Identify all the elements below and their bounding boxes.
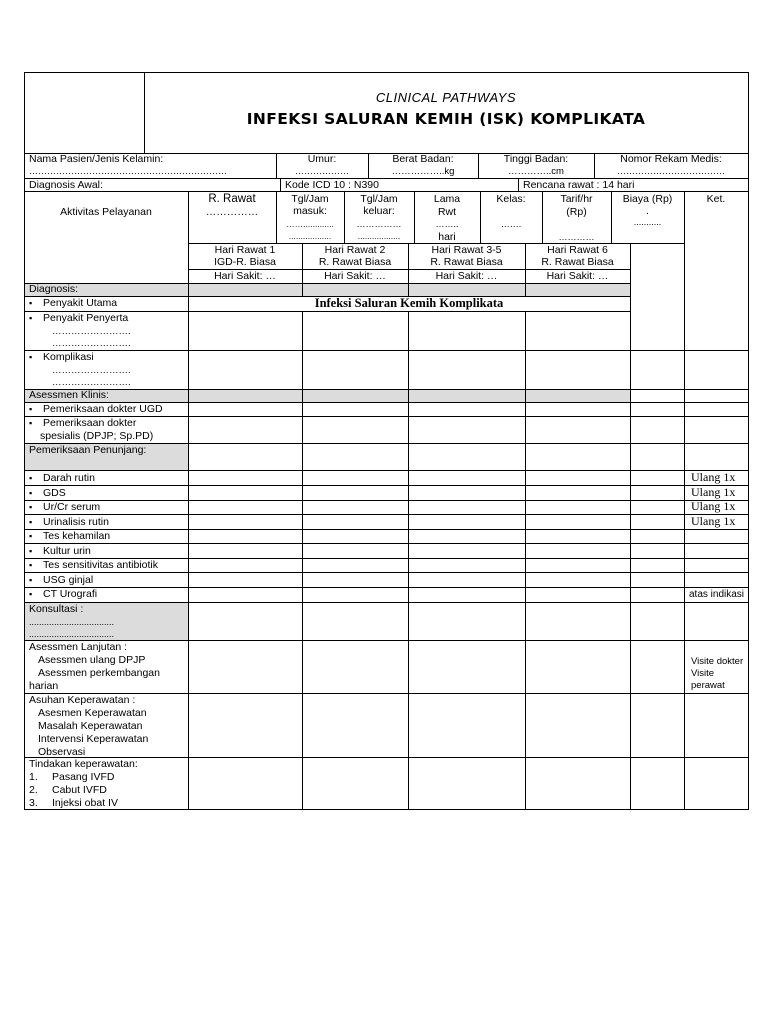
discharge-time-field-2[interactable]: .................. xyxy=(357,231,401,241)
stay-length-label-2: Rwt xyxy=(437,206,457,218)
height-label: Tinggi Badan: xyxy=(503,153,569,165)
comorbidity-label: Penyakit Penyerta xyxy=(43,312,129,324)
day-1-title: Hari Rawat 1 xyxy=(214,244,276,256)
lab-row-kehamilan xyxy=(29,530,110,543)
bullet-icon xyxy=(29,403,43,415)
visit-label: Visite xyxy=(691,668,715,679)
cost-field[interactable]: ........... xyxy=(633,217,662,227)
day-4-title: Hari Rawat 6 xyxy=(547,244,608,256)
height-field[interactable]: …………..cm xyxy=(508,166,564,177)
lab-name: Tes kehamilan xyxy=(43,530,111,542)
followup-progress: Asessmen perkembangan xyxy=(38,667,160,679)
bullet-icon xyxy=(29,472,43,484)
nursing-action-text: Pasang IVFD xyxy=(52,771,115,783)
lab-name: Ur/Cr serum xyxy=(43,501,101,513)
nursing-action-item xyxy=(29,797,118,810)
nursing-assessment: Asesmen Keperawatan xyxy=(38,707,147,719)
nursing-intervention: Intervensi Keperawatan xyxy=(38,733,149,745)
patient-name-label: Nama Pasien/Jenis Kelamin: xyxy=(29,153,164,165)
followup-dpjp: Asessmen ulang DPJP xyxy=(38,654,146,666)
initial-diagnosis-label: Diagnosis Awal: xyxy=(29,179,103,191)
rate-label-1: Tarif/hr xyxy=(560,193,593,205)
lab-name: CT Urografi xyxy=(43,588,98,600)
nursing-action-item xyxy=(29,771,114,784)
icd-code: Kode ICD 10 : N390 xyxy=(285,179,379,191)
room-label: R. Rawat xyxy=(208,193,256,205)
bullet-icon xyxy=(29,588,43,600)
comorbidity-field-1[interactable]: ……………………. xyxy=(52,326,131,337)
day-4-sick-day: Hari Sakit: … xyxy=(546,270,609,282)
specialist-exam-row xyxy=(29,417,136,430)
lab-name: Urinalisis rutin xyxy=(43,516,109,528)
followup-daily: harian xyxy=(29,680,59,692)
day-2-room: R. Rawat Biasa xyxy=(318,256,392,268)
nursing-problem: Masalah Keperawatan xyxy=(38,720,143,732)
day-3-sick-day: Hari Sakit: … xyxy=(435,270,498,282)
patient-name-field[interactable]: ………………………………………………………… xyxy=(29,166,227,176)
lab-name: GDS xyxy=(43,487,66,499)
followup-assessment-label: Asessmen Lanjutan : xyxy=(29,641,128,653)
bullet-icon xyxy=(29,530,43,542)
medical-record-field[interactable]: ……………………………… xyxy=(617,166,725,176)
complication-field-1[interactable]: ……………………. xyxy=(52,365,131,376)
admit-time-label-2: masuk: xyxy=(293,205,327,217)
nursing-observation: Observasi xyxy=(38,746,86,758)
lab-note: Ulang 1x xyxy=(691,485,736,499)
bullet-icon xyxy=(29,351,43,363)
stay-length-label-1: Lama xyxy=(433,193,461,205)
consultation-field-2[interactable]: .................................. xyxy=(29,629,115,639)
complication-row xyxy=(29,351,94,364)
bullet-icon xyxy=(29,516,43,528)
day-3-room: R. Rawat Biasa xyxy=(430,256,503,268)
complication-label: Komplikasi xyxy=(43,351,94,363)
nursing-action-number: 1. xyxy=(29,771,38,783)
visit-nurse-note: perawat xyxy=(691,680,725,691)
room-field[interactable]: …………… xyxy=(205,206,259,218)
lab-name: Tes sensitivitas antibiotik xyxy=(43,559,158,571)
lab-name: Kultur urin xyxy=(43,545,91,557)
cost-dot: . xyxy=(646,205,649,217)
ugd-exam-row xyxy=(29,403,163,416)
lab-row-ct xyxy=(29,588,97,601)
discharge-time-label-2: keluar: xyxy=(363,205,395,217)
nursing-action-number: 2. xyxy=(29,784,38,796)
primary-disease-label: Penyakit Utama xyxy=(43,297,118,309)
day-2-sick-day: Hari Sakit: … xyxy=(324,270,386,282)
lab-row-ur-cr xyxy=(29,501,100,514)
class-field[interactable]: ……. xyxy=(500,219,522,229)
nursing-action-item xyxy=(29,784,107,797)
day-1-sick-day: Hari Sakit: … xyxy=(214,270,276,282)
nursing-action-text: Injeksi obat IV xyxy=(52,797,118,809)
specialist-exam-label-2: spesialis (DPJP; Sp.PD) xyxy=(40,430,154,442)
lab-note: Ulang 1x xyxy=(691,470,736,484)
lab-row-urinalisis xyxy=(29,516,109,529)
weight-label: Berat Badan: xyxy=(392,153,454,165)
form-subtitle: CLINICAL PATHWAYS xyxy=(375,90,517,105)
bullet-icon xyxy=(29,501,43,513)
discharge-time-label-1: Tgl/Jam xyxy=(360,193,398,205)
consultation-field-1[interactable]: .................................. xyxy=(29,617,115,627)
lab-name: USG ginjal xyxy=(43,574,94,586)
day-3-title: Hari Rawat 3-5 xyxy=(431,244,502,256)
lab-row-darah-rutin xyxy=(29,472,95,485)
diagnosis-section-label: Diagnosis: xyxy=(29,283,79,295)
lab-name: Darah rutin xyxy=(43,472,95,484)
bullet-icon xyxy=(29,417,43,429)
nursing-action-text: Cabut IVFD xyxy=(52,784,107,796)
age-field[interactable]: ……………… xyxy=(295,166,349,176)
stay-length-field[interactable]: …….. xyxy=(435,219,459,229)
admit-time-field-2[interactable]: .................. xyxy=(288,231,332,241)
lab-row-usg xyxy=(29,574,93,587)
weight-field[interactable]: ……………..kg xyxy=(391,166,455,177)
specialist-exam-label-1: Pemeriksaan dokter xyxy=(43,417,137,429)
discharge-time-field-1[interactable]: …………… xyxy=(356,219,402,229)
bullet-icon xyxy=(29,312,43,324)
rate-field[interactable]: ………… xyxy=(558,232,595,242)
nursing-actions-label: Tindakan keperawatan: xyxy=(29,758,138,770)
supporting-exam-label: Pemeriksaan Penunjang: xyxy=(29,444,147,456)
clinical-assessment-label: Asessmen Klinis: xyxy=(29,389,109,401)
activity-header: Aktivitas Pelayanan xyxy=(60,206,152,218)
complication-field-2[interactable]: ……………………. xyxy=(52,377,131,388)
lab-note: Ulang 1x xyxy=(691,499,736,513)
nursing-care-label: Asuhan Keperawatan : xyxy=(29,694,136,706)
care-plan: Rencana rawat : 14 hari xyxy=(523,179,635,191)
admit-time-label-1: Tgl/Jam xyxy=(291,193,329,205)
lab-row-gds xyxy=(29,487,66,500)
consultation-label: Konsultasi : xyxy=(29,603,84,615)
day-1-room: IGD-R. Biasa xyxy=(214,256,276,268)
visit-doctor-note: Visite dokter xyxy=(691,656,744,667)
medical-record-label: Nomor Rekam Medis: xyxy=(620,153,722,165)
notes-header: Ket. xyxy=(706,193,726,205)
form-title: INFEKSI SALURAN KEMIH (ISK) KOMPLIKATA xyxy=(246,110,646,128)
day-2-title: Hari Rawat 2 xyxy=(324,244,386,256)
comorbidity-row xyxy=(29,312,128,325)
class-label: Kelas: xyxy=(496,193,526,205)
nursing-action-number: 3. xyxy=(29,797,38,809)
lab-row-kultur xyxy=(29,545,91,558)
primary-disease-row xyxy=(29,297,117,310)
day-4-room: R. Rawat Biasa xyxy=(541,256,614,268)
lab-note: atas indikasi xyxy=(689,589,745,600)
lab-row-sensitivitas xyxy=(29,559,158,572)
age-label: Umur: xyxy=(307,153,337,165)
lab-note: Ulang 1x xyxy=(691,514,736,528)
rate-label-2: (Rp) xyxy=(566,206,587,218)
comorbidity-field-2[interactable]: ……………………. xyxy=(52,338,131,349)
bullet-icon xyxy=(29,545,43,557)
bullet-icon xyxy=(29,487,43,499)
bullet-icon xyxy=(29,574,43,586)
admit-time-field-1[interactable]: ……............. xyxy=(286,219,334,229)
cost-label: Biaya (Rp) xyxy=(622,193,673,205)
bullet-icon xyxy=(29,297,43,309)
ugd-exam-label: Pemeriksaan dokter UGD xyxy=(43,403,163,415)
bullet-icon xyxy=(29,559,43,571)
stay-length-unit: hari xyxy=(438,231,456,243)
primary-disease-value: Infeksi Saluran Kemih Komplikata xyxy=(314,296,504,310)
